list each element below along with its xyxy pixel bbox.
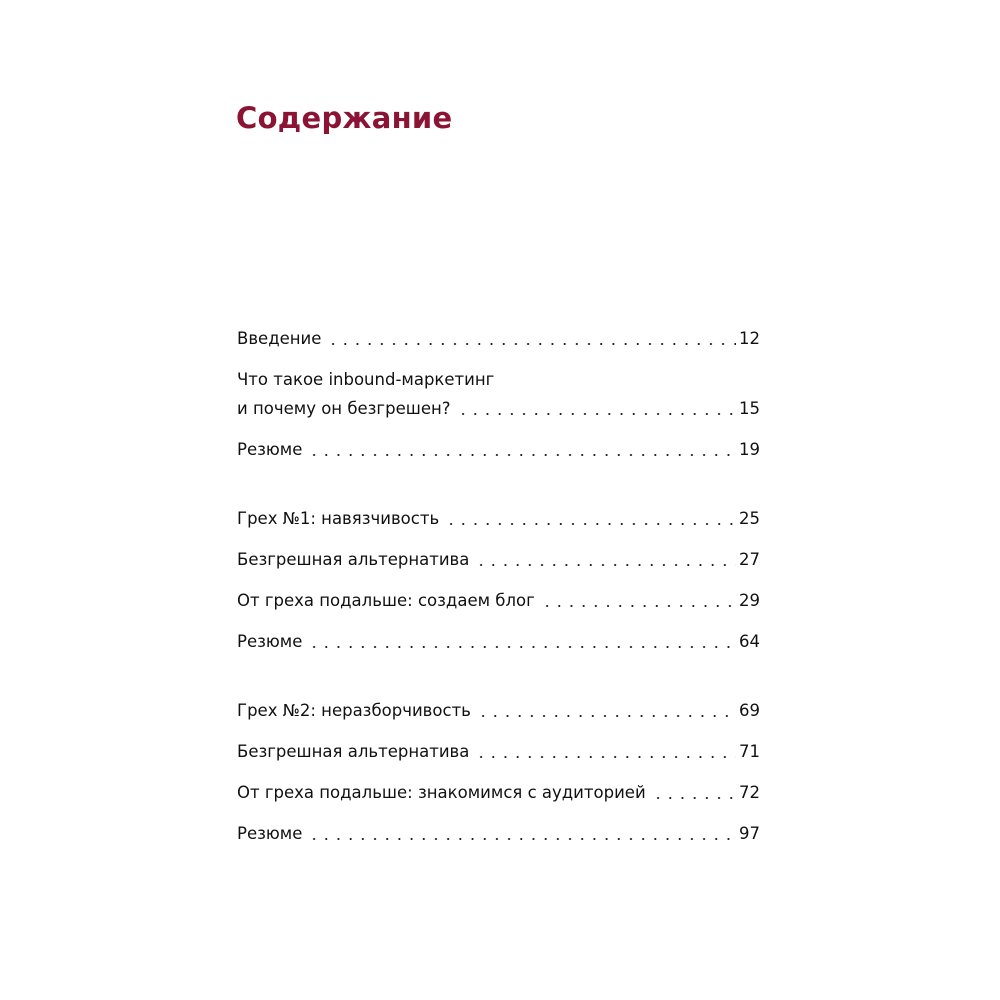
toc-entry[interactable] <box>237 545 760 574</box>
toc-page-number: 25 <box>739 509 760 528</box>
toc-page-number: 15 <box>739 399 760 418</box>
toc-entry[interactable] <box>237 737 760 766</box>
toc-entry-title: Введение <box>237 329 322 348</box>
toc-page-number: 27 <box>739 550 760 569</box>
toc-page-number: 12 <box>739 329 760 348</box>
page-title: Содержание <box>236 101 453 135</box>
toc-page-number: 71 <box>739 742 760 761</box>
toc-entry-title: Безгрешная альтернатива <box>237 742 470 761</box>
toc-entry-title: Резюме <box>237 632 303 651</box>
toc-entry-title: Резюме <box>237 824 303 843</box>
dot-leader <box>457 413 736 415</box>
toc-entry[interactable] <box>237 365 760 423</box>
toc-entry[interactable] <box>237 819 760 848</box>
toc-entry[interactable] <box>237 504 760 533</box>
toc-page-number: 19 <box>739 440 760 459</box>
dot-leader <box>327 343 736 345</box>
toc-entry-title: и почему он безгрешен? <box>237 399 451 418</box>
toc-entry-title: Грех №1: навязчивость <box>237 509 440 528</box>
toc-section-introduction <box>237 324 760 464</box>
dot-leader <box>541 605 736 607</box>
toc-entry[interactable] <box>237 324 760 353</box>
toc-entry[interactable] <box>237 586 760 615</box>
toc-page-number: 72 <box>739 783 760 802</box>
toc-page-number: 97 <box>739 824 760 843</box>
toc-entry[interactable] <box>237 696 760 725</box>
toc-section-sin-2 <box>237 696 760 848</box>
toc-page-number: 69 <box>739 701 760 720</box>
toc-entry[interactable] <box>237 778 760 807</box>
dot-leader <box>475 756 736 758</box>
toc-entry-title-line1: Что такое inbound-маркетинг <box>237 370 495 389</box>
table-of-contents <box>237 324 760 848</box>
dot-leader <box>475 564 736 566</box>
toc-page-number: 64 <box>739 632 760 651</box>
toc-page-number: 29 <box>739 591 760 610</box>
dot-leader <box>652 797 736 799</box>
toc-entry[interactable] <box>237 627 760 656</box>
dot-leader <box>308 838 736 840</box>
dot-leader <box>445 523 736 525</box>
toc-section-sin-1 <box>237 504 760 656</box>
dot-leader <box>477 715 736 717</box>
toc-entry-title: От греха подальше: знакомимся с аудиторией <box>237 783 646 802</box>
dot-leader <box>308 454 736 456</box>
toc-entry-title: Безгрешная альтернатива <box>237 550 470 569</box>
toc-entry-title: Грех №2: неразборчивость <box>237 701 471 720</box>
dot-leader <box>308 646 736 648</box>
toc-entry-title: От греха подальше: создаем блог <box>237 591 535 610</box>
toc-entry-title: Резюме <box>237 440 303 459</box>
toc-entry[interactable] <box>237 435 760 464</box>
